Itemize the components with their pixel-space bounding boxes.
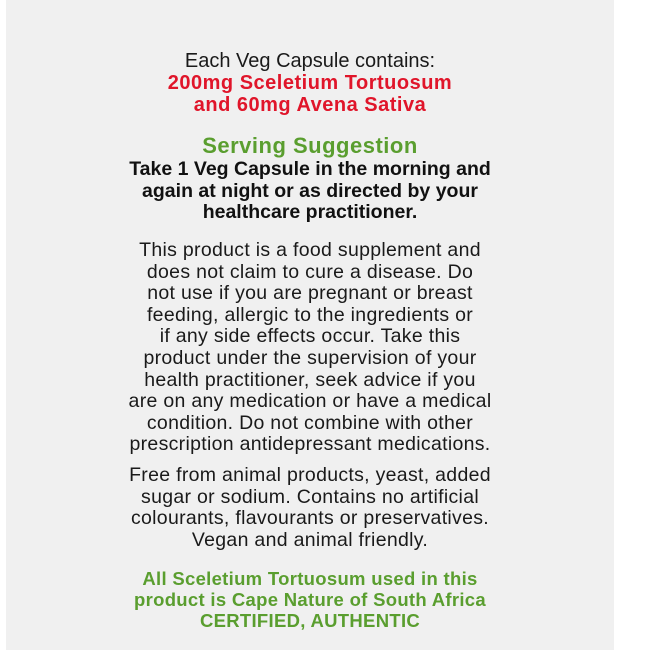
certification-line: All Sceletium Tortuosum used in this	[142, 568, 478, 589]
free-from-line: colourants, flavourants or preservatives.	[130, 507, 490, 530]
certification-line: CERTIFIED, AUTHENTIC	[199, 610, 421, 631]
disclaimer-line: condition. Do not combine with other	[146, 411, 474, 434]
disclaimer-line: product under the supervision of your	[143, 346, 477, 369]
serving-heading: Serving Suggestion	[202, 133, 418, 158]
ingredient-line: and 60mg Avena Sativa	[193, 94, 427, 116]
serving-text-line: again at night or as directed by your	[142, 179, 478, 202]
disclaimer-line: are on any medication or have a medical	[128, 390, 492, 413]
disclaimer-line: does not claim to cure a disease. Do	[146, 260, 474, 283]
serving-suggestion-section	[6, 133, 614, 224]
disclaimer-line: health practitioner, seek advice if you	[144, 368, 476, 391]
certification-section	[6, 568, 614, 631]
free-from-section	[6, 465, 614, 551]
certification-line: product is Cape Nature of South Africa	[134, 589, 486, 610]
serving-text-line: Take 1 Veg Capsule in the morning and	[129, 158, 491, 180]
serving-text-line: healthcare practitioner.	[202, 201, 418, 223]
disclaimer-section	[6, 240, 614, 456]
disclaimer-line: not use if you are pregnant or breast	[147, 282, 473, 305]
capsule-contents-section	[6, 50, 614, 116]
disclaimer-line: feeding, allergic to the ingredients or	[146, 303, 474, 326]
free-from-line: sugar or sodium. Contains no artificial	[141, 485, 479, 508]
disclaimer-line: This product is a food supplement and	[139, 239, 481, 261]
free-from-line: Free from animal products, yeast, added	[129, 464, 491, 486]
ingredient-line: 200mg Sceletium Tortuosum	[167, 72, 453, 94]
capsule-intro-text: Each Veg Capsule contains:	[184, 50, 436, 72]
disclaimer-line: prescription antidepressant medications.	[129, 433, 491, 456]
product-label-panel	[6, 0, 614, 650]
free-from-line: Vegan and animal friendly.	[191, 528, 429, 551]
disclaimer-line: if any side effects occur. Take this	[159, 325, 461, 348]
